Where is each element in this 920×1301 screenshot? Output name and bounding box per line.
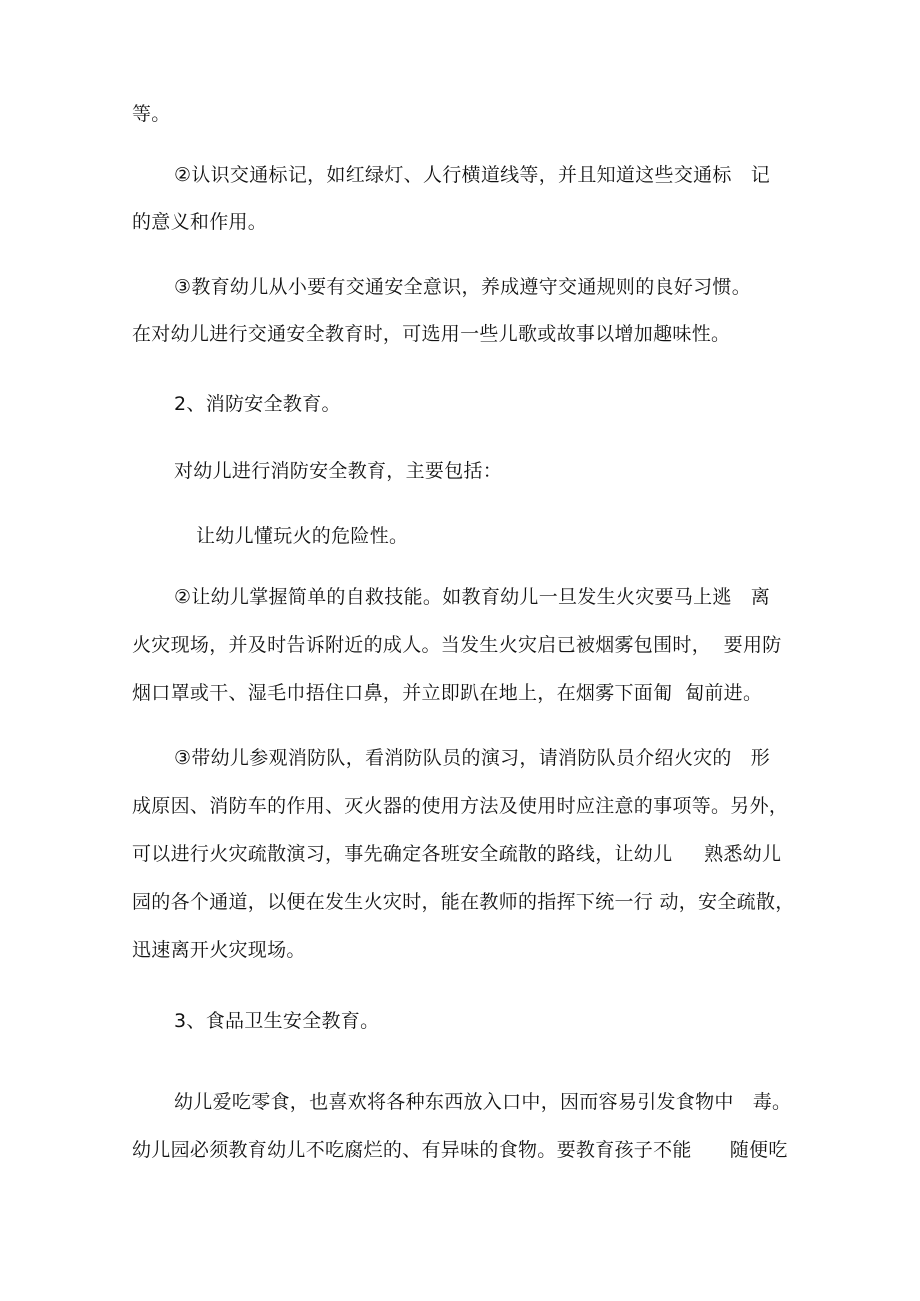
section-heading: 2、消防安全教育。 — [174, 393, 341, 415]
text-line: ③带幼儿参观消防队，看消防队员的演习，请消防队员介绍火灾的 形 — [174, 747, 771, 769]
text-line: 等。 — [132, 103, 171, 125]
text-line: 火灾现场，并及时告诉附近的成人。当发生火灾启已被烟雾包围时， 要用防 — [132, 634, 782, 656]
text-line: ②认识交通标记，如红绿灯、人行横道线等，并且知道这些交通标 记 — [174, 164, 771, 186]
text-line: 幼儿园必须教育幼儿不吃腐烂的、有异味的食物。要教育孩子不能 随便吃 — [132, 1139, 788, 1161]
section-heading: 3、食品卫生安全教育。 — [174, 1010, 380, 1032]
text-line: 的意义和作用。 — [132, 211, 268, 233]
text-line: 对幼儿进行消防安全教育，主要包括： — [174, 460, 503, 482]
text-line: ②让幼儿掌握简单的自救技能。如教育幼儿一旦发生火灾要马上逃 离 — [174, 586, 771, 608]
text-line: 成原因、消防车的作用、灭火器的使用方法及使用时应注意的事项等。另外， — [132, 795, 789, 817]
text-line: 可以进行火灾疏散演习，事先确定各班安全疏散的路线，让幼儿 熟悉幼儿 — [132, 843, 782, 865]
text-line: 园的各个通道，以便在发生火灾时，能在教师的指挥下统一行 动，安全疏散， — [132, 891, 795, 913]
text-line: 烟口罩或干、湿毛巾捂住口鼻，并立即趴在地上，在烟雾下面匍 匐前进。 — [132, 682, 763, 704]
text-line: 幼儿爱吃零食，也喜欢将各种东西放入口中，因而容易引发食物中 毒。 — [174, 1091, 792, 1113]
text-line: ③教育幼儿从小要有交通安全意识，养成遵守交通规则的良好习惯。 — [174, 276, 752, 298]
text-line: 在对幼儿进行交通安全教育时，可选用一些儿歌或故事以增加趣味性。 — [132, 323, 731, 345]
text-line: 迅速离开火灾现场。 — [132, 939, 306, 961]
text-line: 让幼儿懂玩火的危险性。 — [196, 525, 409, 547]
